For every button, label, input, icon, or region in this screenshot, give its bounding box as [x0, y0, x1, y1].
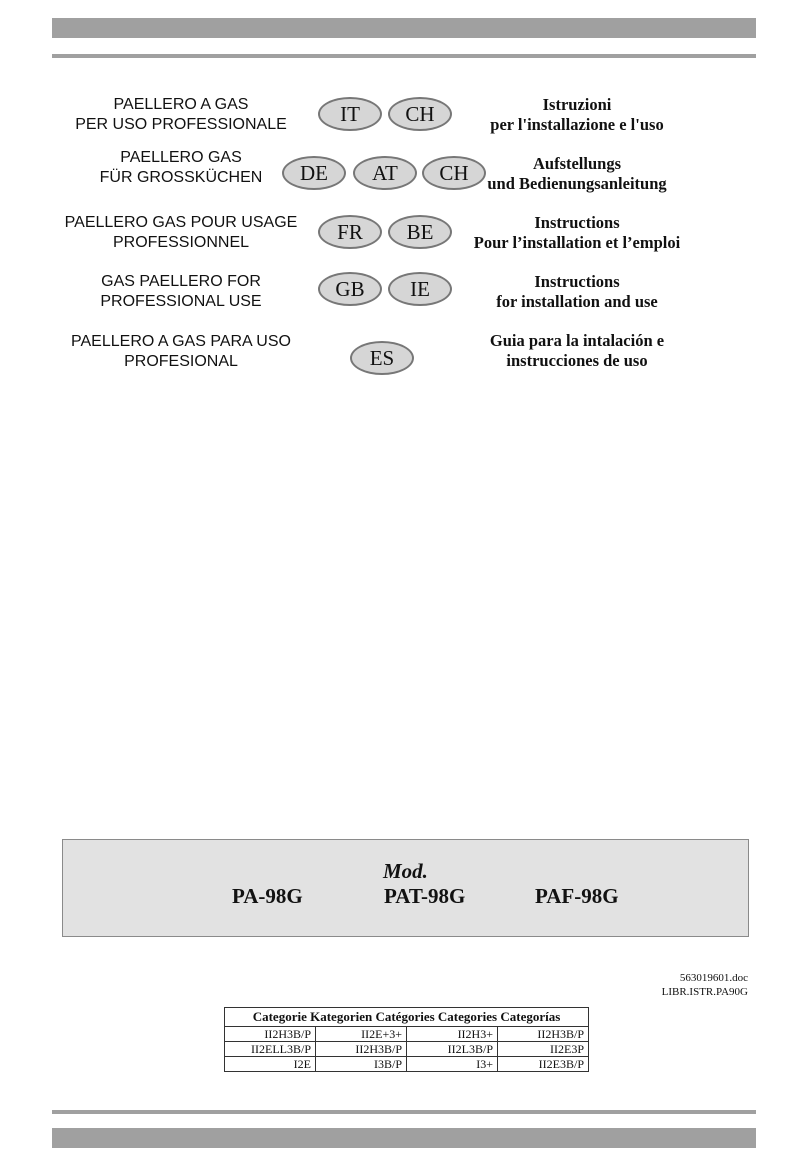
- table-row: [225, 1057, 589, 1072]
- table-cell: I2E: [225, 1057, 316, 1072]
- table-cell: II2E3P: [498, 1042, 589, 1057]
- model-pat-98g: PAT-98G: [384, 884, 466, 908]
- instructions-title-en: Instructions for installation and use: [496, 272, 658, 311]
- top-divider: [52, 54, 756, 58]
- instructions-title-de: Aufstellungs und Bedienungsanleitung: [487, 154, 667, 193]
- instructions-title-it: Istruzioni per l'installazione e l'uso: [490, 95, 664, 134]
- categories-header: Categorie Kategorien Catégories Categories Categorías: [225, 1008, 589, 1027]
- bottom-divider: [52, 1110, 756, 1114]
- instructions-title-fr: Instructions Pour l’installation et l’emploi: [473, 213, 681, 252]
- country-badge-es: ES: [350, 341, 414, 375]
- country-badge-it: IT: [318, 97, 382, 131]
- table-cell: I3+: [407, 1057, 498, 1072]
- country-badge-at: AT: [353, 156, 417, 190]
- product-title-it: PAELLERO A GAS PER USO PROFESSIONALE: [75, 96, 287, 133]
- country-badge-ie: IE: [388, 272, 452, 306]
- table-row: [225, 1027, 589, 1042]
- product-title-de: PAELLERO GAS FÜR GROSSKÜCHEN: [99, 149, 263, 186]
- country-badge-be: BE: [388, 215, 452, 249]
- country-badge-ch: CH: [422, 156, 486, 190]
- table-cell: II2E3B/P: [498, 1057, 589, 1072]
- gas-categories-table: [224, 1007, 589, 1072]
- bottom-footer-bar: [52, 1128, 756, 1148]
- product-title-fr: PAELLERO GAS POUR USAGE PROFESSIONNEL: [64, 214, 298, 251]
- table-cell: II2E+3+: [316, 1027, 407, 1042]
- product-title-es: PAELLERO A GAS PARA USO PROFESIONAL: [71, 333, 291, 370]
- country-badge-ch: CH: [388, 97, 452, 131]
- table-cell: II2H3B/P: [316, 1042, 407, 1057]
- country-badge-fr: FR: [318, 215, 382, 249]
- model-label: Mod.: [383, 859, 428, 883]
- table-cell: II2H3B/P: [498, 1027, 589, 1042]
- document-code: LIBR.ISTR.PA90G: [661, 986, 748, 998]
- table-header-row: [225, 1008, 589, 1027]
- table-cell: II2ELL3B/P: [225, 1042, 316, 1057]
- product-title-en: GAS PAELLERO FOR PROFESSIONAL USE: [100, 273, 262, 310]
- model-pa-98g: PA-98G: [232, 884, 303, 908]
- table-cell: II2L3B/P: [407, 1042, 498, 1057]
- table-cell: I3B/P: [316, 1057, 407, 1072]
- table-cell: II2H3+: [407, 1027, 498, 1042]
- table-cell: II2H3B/P: [225, 1027, 316, 1042]
- instructions-title-es: Guia para la intalación e instrucciones de uso: [489, 331, 665, 370]
- table-row: [225, 1042, 589, 1057]
- top-header-bar: [52, 18, 756, 38]
- country-badge-gb: GB: [318, 272, 382, 306]
- country-badge-de: DE: [282, 156, 346, 190]
- document-filename: 563019601.doc: [679, 972, 748, 984]
- model-paf-98g: PAF-98G: [535, 884, 619, 908]
